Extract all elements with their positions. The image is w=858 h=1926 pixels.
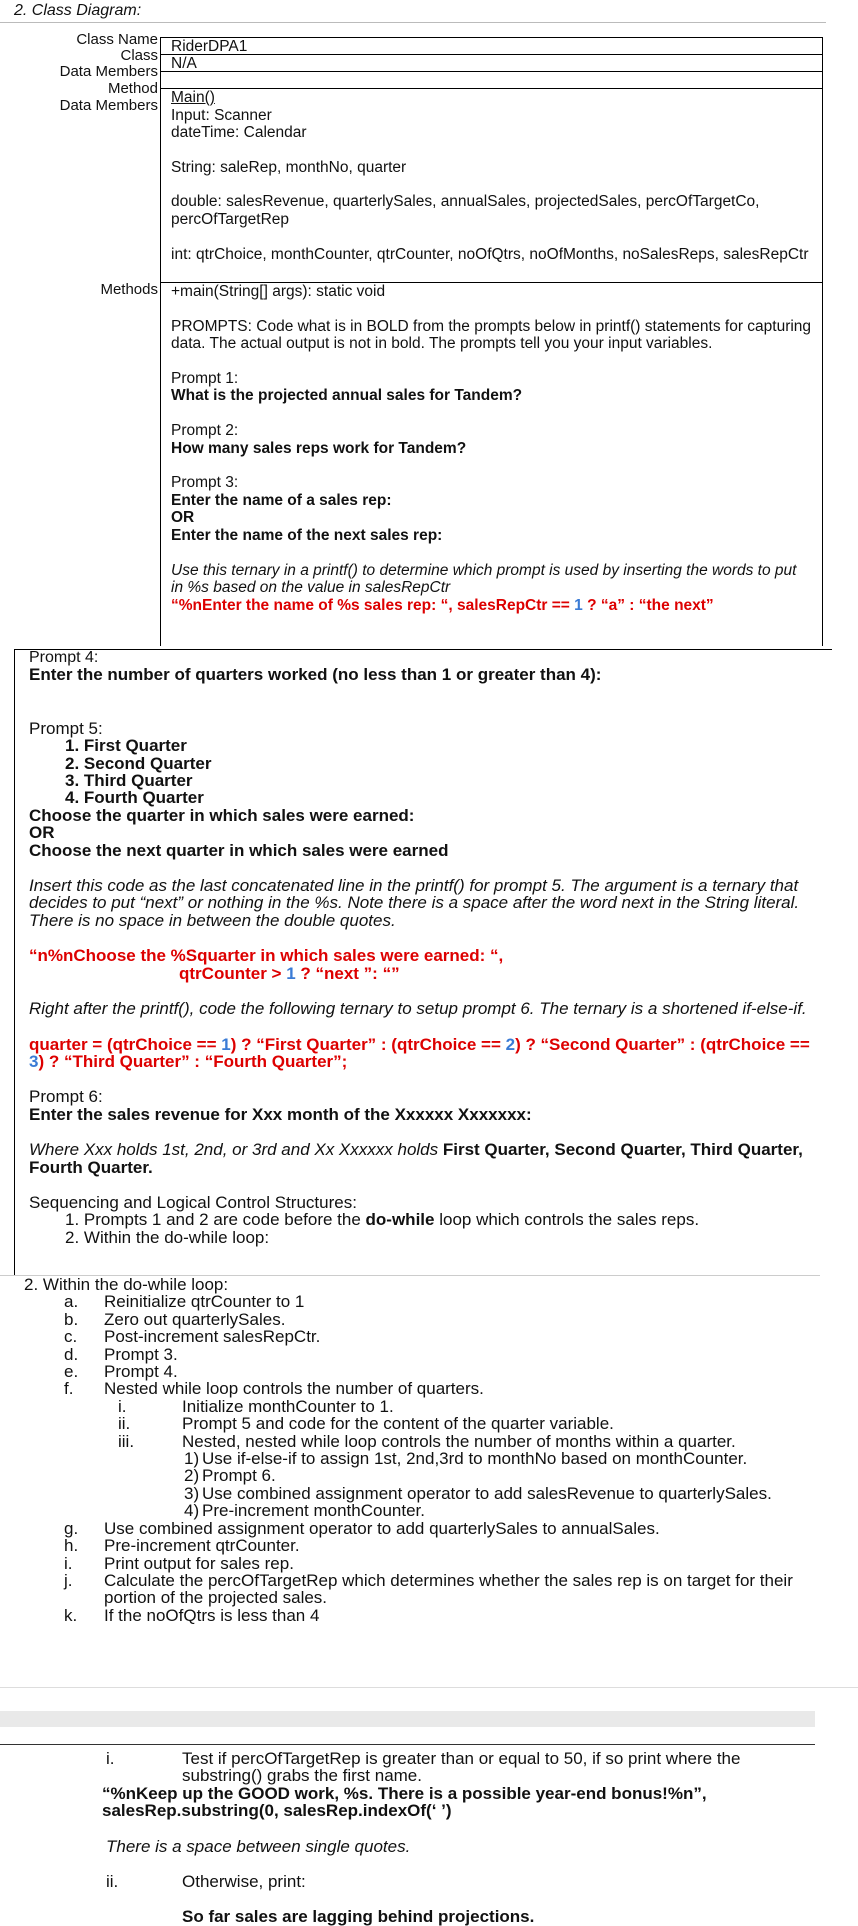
- cell-class-name: [160, 37, 823, 54]
- prompt2-text: How many sales reps work for Tandem?: [171, 439, 467, 457]
- heading-divider: [0, 22, 826, 23]
- do-while-step-item: [14, 1311, 832, 1328]
- do-while-step-key: c.: [64, 1327, 78, 1347]
- quarter-code-b: ) ? “First Quarter” : (qtrChoice ==: [230, 1034, 506, 1054]
- seq1-b: do-while: [365, 1210, 435, 1230]
- quarter-ternary-code: [29, 1036, 832, 1071]
- month-loop-step-text: Use if-else-if to assign 1st, 2nd,3rd to monthNo based on monthCounter.: [202, 1449, 748, 1469]
- do-while-step-key: e.: [64, 1362, 79, 1382]
- class-value: N/A: [171, 55, 197, 72]
- quarter-loop-step-key: ii.: [118, 1414, 131, 1434]
- prompt3-label: Prompt 3:: [171, 474, 239, 492]
- post-loop-step-item: [14, 1555, 832, 1572]
- do-while-step-text: Post-increment salesRepCtr.: [104, 1327, 321, 1347]
- month-loop-step-text: Pre-increment monthCounter.: [202, 1501, 425, 1521]
- prompt4-text: Enter the number of quarters worked (no less than 1 or greater than 4):: [29, 665, 602, 685]
- method-signature: +main(String[] args): static void: [171, 283, 386, 300]
- method-name: Main(): [171, 89, 215, 106]
- label-method: Method: [107, 80, 158, 97]
- after-printf-note: Right after the printf(), code the following ternary to setup prompt 6. The ternary is a shortened if-else-if.: [29, 999, 807, 1019]
- month-loop-step-item: [14, 1450, 832, 1467]
- label-method-data-members: Data Members: [59, 97, 158, 114]
- do-while-step-item: [14, 1363, 832, 1380]
- prompt6-note-b: First Quarter, Second Quarter, Third Quarter, Fourth Quarter.: [29, 1140, 803, 1177]
- member-ints: int: qtrChoice, monthCounter, qtrCounter, noOfQtrs, noOfMonths, noSalesReps, salesRepCtr: [171, 245, 809, 263]
- post-loop-step-key: k.: [64, 1605, 78, 1625]
- quarter-loop-step-item: [14, 1433, 832, 1450]
- prompt6-label: Prompt 6:: [29, 1087, 103, 1107]
- seq1-a: 1. Prompts 1 and 2 are code before the: [65, 1210, 366, 1230]
- bonus-item-text: Test if percOfTargetRep is greater than or equal to 50, if so print where the substring() grabs the first name.: [182, 1749, 741, 1786]
- member-strings: String: saleRep, monthNo, quarter: [171, 158, 407, 176]
- post-loop-step-item: [14, 1607, 832, 1624]
- quarter-loop-step-key: i.: [118, 1396, 127, 1416]
- do-while-step-key: a.: [64, 1292, 79, 1312]
- quarter-option-1: 1. First Quarter: [65, 736, 187, 756]
- month-loop-step-text: Use combined assignment operator to add salesRevenue to quarterlySales.: [202, 1483, 772, 1503]
- prompt1-text: What is the projected annual sales for Tandem?: [171, 387, 523, 405]
- label-data-members: Data Members: [59, 63, 158, 80]
- prompt2-label: Prompt 2:: [171, 421, 239, 439]
- month-loop-step-key: 4): [184, 1501, 200, 1521]
- prompts-intro: PROMPTS: Code what is in BOLD from the prompts below in printf() statements for capturing data. The actual output is not in bold. The prompts tell you your input variables.: [171, 317, 812, 353]
- post-loop-step-text: If the noOfQtrs is less than 4: [104, 1605, 320, 1625]
- ternary-code: [171, 597, 812, 615]
- quarter-code-3: 3: [29, 1051, 39, 1071]
- month-loop-steps: [14, 1450, 832, 1520]
- prompt3-option-b: Enter the name of the next sales rep:: [171, 526, 443, 544]
- bonus-section: [0, 1750, 858, 1926]
- ternary-code-number: 1: [574, 596, 583, 614]
- post-loop-step-key: i.: [64, 1553, 73, 1573]
- page-gap-shade: [0, 1711, 815, 1727]
- month-loop-step-item: [14, 1502, 832, 1519]
- post-loop-step-text: Calculate the percOfTargetRep which determines whether the sales rep is on target for their portion of the projected sales.: [104, 1570, 793, 1608]
- do-while-step-text: Prompt 4.: [104, 1362, 178, 1382]
- month-loop-step-text: Prompt 6.: [202, 1466, 276, 1486]
- do-while-step-item: [14, 1346, 832, 1363]
- prompt5-code-2b: 1: [286, 963, 296, 983]
- bonus-code: “%nKeep up the GOOD work, %s. There is a possible year-end bonus!%n”, salesRep.substring(0, salesRep.indexOf(‘ ’): [102, 1783, 707, 1821]
- quarter-loop-step-key: iii.: [118, 1431, 135, 1451]
- quarter-option-3: 3. Third Quarter: [65, 771, 193, 791]
- prompt5-or: OR: [29, 823, 55, 843]
- label-class: Class: [120, 47, 158, 64]
- sequencing-title: Sequencing and Logical Control Structures:: [29, 1192, 357, 1212]
- do-while-step-key: f.: [64, 1379, 74, 1399]
- quarter-code-a: quarter = (qtrChoice ==: [29, 1034, 222, 1054]
- prompt5-option-b: Choose the next quarter in which sales were earned: [29, 840, 449, 860]
- prompt5-option-a: Choose the quarter in which sales were earned:: [29, 805, 415, 825]
- label-methods: Methods: [100, 281, 158, 298]
- lagging-message: So far sales are lagging behind projections.: [182, 1907, 535, 1926]
- post-loop-step-key: g.: [64, 1518, 79, 1538]
- month-loop-step-key: 3): [184, 1483, 200, 1503]
- quarter-loop-step-text: Prompt 5 and code for the content of the quarter variable.: [182, 1414, 614, 1434]
- month-loop-step-item: [14, 1485, 832, 1502]
- cell-method: [160, 88, 823, 282]
- prompt3-option-a: Enter the name of a sales rep:: [171, 491, 392, 509]
- do-while-step-key: b.: [64, 1309, 79, 1329]
- post-loop-step-item: [14, 1520, 832, 1537]
- post-loop-step-key: j.: [64, 1570, 73, 1590]
- sequencing-item-1: [47, 1211, 832, 1228]
- prompt6-note: [29, 1141, 832, 1176]
- post-loop-step-text: Use combined assignment operator to add quarterlySales to annualSales.: [104, 1518, 660, 1538]
- bonus-item-key: i.: [106, 1749, 115, 1768]
- page-gap-rule: [0, 1744, 815, 1745]
- do-while-step-item: [14, 1293, 832, 1310]
- do-while-step-key: d.: [64, 1344, 79, 1364]
- month-loop-step-key: 2): [184, 1466, 200, 1486]
- cell-methods: [160, 282, 823, 646]
- do-while-step-text: Prompt 3.: [104, 1344, 178, 1364]
- quarter-loop-step-item: [14, 1398, 832, 1415]
- do-while-steps: [14, 1293, 832, 1397]
- otherwise-item-text: Otherwise, print:: [182, 1872, 306, 1892]
- prompt1-label: Prompt 1:: [171, 369, 239, 387]
- quarter-loop-step-text: Initialize monthCounter to 1.: [182, 1396, 394, 1416]
- prompt5-code-2c: ? “next ”: “”: [295, 963, 400, 983]
- post-loop-step-key: h.: [64, 1536, 79, 1556]
- ternary-note: Use this ternary in a printf() to determine which prompt is used by inserting the words to put in %s based on the value in salesRepCtr: [171, 561, 797, 597]
- sequencing-item-2: 2. Within the do-while loop:: [65, 1227, 270, 1247]
- prompt-section: [14, 649, 832, 1275]
- month-loop-step-key: 1): [184, 1449, 200, 1469]
- class-name-value: RiderDPA1: [171, 38, 248, 55]
- do-while-step-item: [14, 1328, 832, 1345]
- quarter-loop-step-item: [14, 1415, 832, 1432]
- quarter-code-c: ) ? “Second Quarter” : (qtrChoice ==: [515, 1034, 810, 1054]
- space-note: There is a space between single quotes.: [106, 1836, 411, 1856]
- section-heading: 2. Class Diagram:: [14, 2, 142, 19]
- page-gap: [0, 1687, 858, 1710]
- cell-class: [160, 54, 823, 71]
- post-loop-step-item: [14, 1572, 832, 1607]
- ternary-code-part-a: “%nEnter the name of %s sales rep: “, salesRepCtr ==: [171, 596, 575, 614]
- quarter-code-1: 1: [221, 1034, 231, 1054]
- otherwise-item-key: ii.: [106, 1872, 119, 1892]
- quarter-loop-step-text: Nested, nested while loop controls the number of months within a quarter.: [182, 1431, 736, 1451]
- quarter-loop-steps: [14, 1398, 832, 1450]
- prompt6-text: Enter the sales revenue for Xxx month of the Xxxxxx Xxxxxxx:: [29, 1104, 532, 1124]
- post-loop-step-text: Print output for sales rep.: [104, 1553, 294, 1573]
- post-loop-step-item: [14, 1537, 832, 1554]
- prompt5-code-line1: “n%nChoose the %Squarter in which sales were earned: “,: [29, 946, 504, 966]
- quarter-option-4: 4. Fourth Quarter: [65, 788, 204, 808]
- member-doubles: double: salesRevenue, quarterlySales, annualSales, projectedSales, percOfTargetCo, percOfTargetRep: [171, 193, 760, 228]
- quarter-code-2: 2: [505, 1034, 516, 1054]
- do-while-step-item: [14, 1380, 832, 1397]
- label-class-name: Class Name: [76, 31, 158, 48]
- cell-data-members: [160, 71, 823, 88]
- prompt5-label: Prompt 5:: [29, 718, 103, 738]
- do-while-step-text: Zero out quarterlySales.: [104, 1309, 286, 1329]
- ternary-code-part-b: ? “a” : “the next”: [582, 596, 714, 614]
- month-loop-step-item: [14, 1467, 832, 1484]
- prompt6-note-a: Where Xxx holds 1st, 2nd, or 3rd and Xx Xxxxxx holds: [29, 1140, 443, 1160]
- post-loop-step-text: Pre-increment qtrCounter.: [104, 1536, 300, 1556]
- quarter-code-d: ) ? “Third Quarter” : “Fourth Quarter”;: [38, 1051, 348, 1071]
- member-datetime: dateTime: Calendar: [171, 124, 307, 142]
- prompt5-code-2a: qtrCounter >: [179, 963, 287, 983]
- prompt5-code-line2: [29, 965, 832, 982]
- member-input: Input: Scanner: [171, 106, 272, 124]
- quarter-option-2: 2. Second Quarter: [65, 753, 212, 773]
- prompt3-or: OR: [171, 509, 195, 527]
- do-while-step-text: Reinitialize qtrCounter to 1: [104, 1292, 305, 1312]
- post-loop-steps: [14, 1520, 832, 1624]
- prompt5-note: Insert this code as the last concatenated line in the printf() for prompt 5. The argument is a ternary that decides to put “next” or nothing in the %s. Note there is a space after the word next in the String literal. There is no space in between the double quotes.: [29, 876, 800, 930]
- prompt4-label: Prompt 4:: [29, 649, 99, 666]
- do-while-section: [14, 1276, 832, 1624]
- do-while-step-text: Nested while loop controls the number of quarters.: [104, 1379, 484, 1399]
- do-while-heading: 2. Within the do-while loop:: [24, 1275, 229, 1294]
- seq1-c: loop which controls the sales reps.: [434, 1210, 700, 1230]
